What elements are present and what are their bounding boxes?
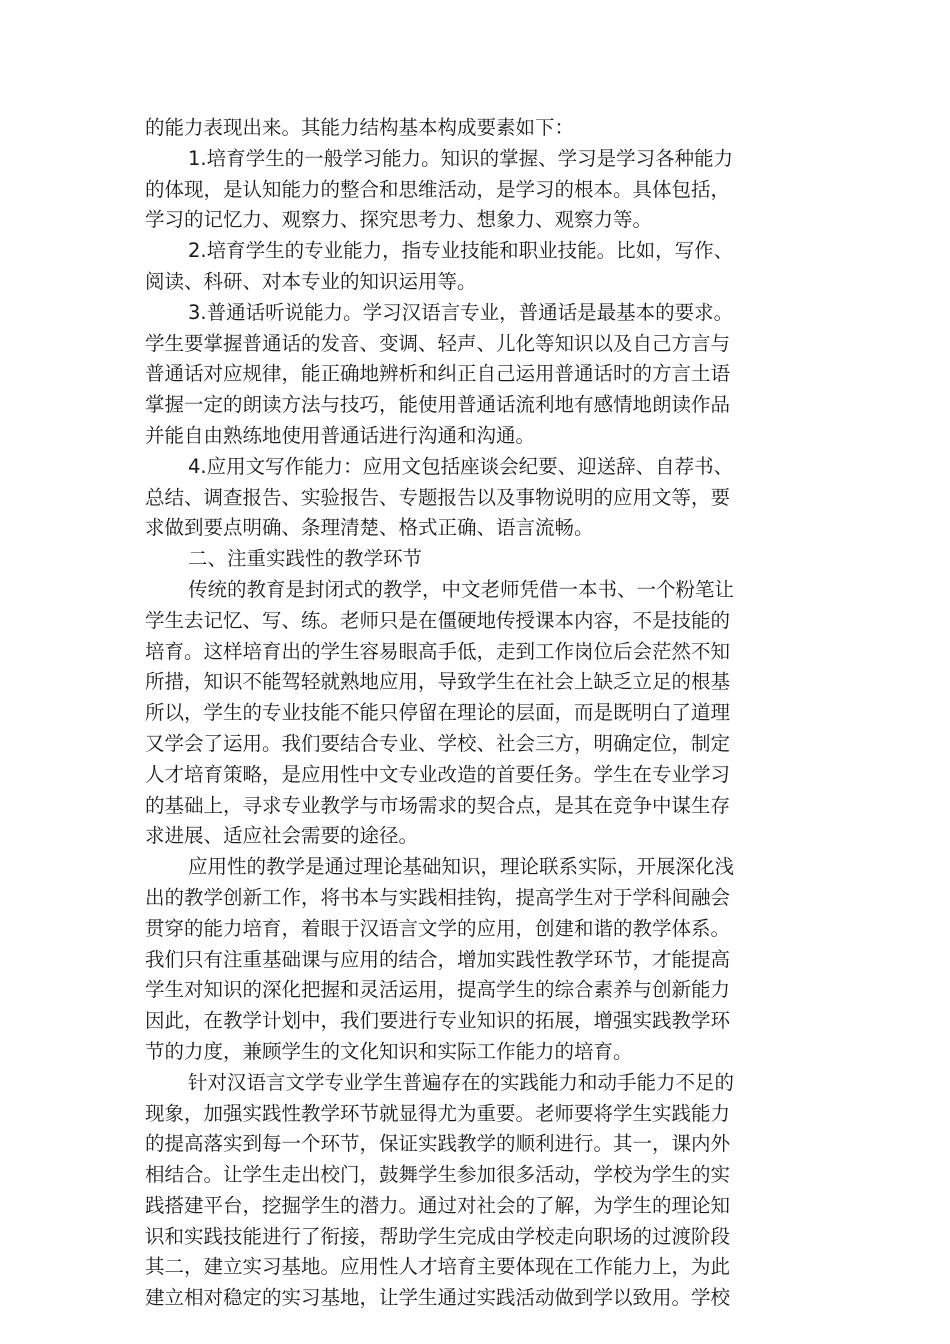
text-line: 我们只有注重基础课与应用的结合，增加实践性教学环节，才能提高 [145, 947, 731, 971]
text-line: 求进展、适应社会需要的途径。 [145, 824, 419, 848]
text-line: 贯穿的能力培育，着眼于汉语言文学的应用，创建和谐的教学体系。 [145, 916, 731, 940]
text-line: 学习的记忆力、观察力、探究思考力、想象力、观察力等。 [145, 208, 653, 232]
text-line: 人才培育策略，是应用性中文专业改造的首要任务。学生在专业学习 [145, 762, 731, 786]
paragraph-first-line: 针对汉语言文学专业学生普遍存在的实践能力和动手能力不足的 [188, 1070, 735, 1094]
text-line: 其二，建立实习基地。应用性人才培育主要体现在工作能力上，为此 [145, 1255, 731, 1279]
text-line: 学生去记忆、写、练。老师只是在僵硬地传授课本内容，不是技能的 [145, 608, 731, 632]
text-line: 又学会了运用。我们要结合专业、学校、社会三方，明确定位，制定 [145, 731, 731, 755]
text-line: 所以，学生的专业技能不能只停留在理论的层面，而是既明白了道理 [145, 701, 731, 725]
text-line: 识和实践技能进行了衔接，帮助学生完成由学校走向职场的过渡阶段 [145, 1224, 731, 1248]
paragraph-first-line: 传统的教育是封闭式的教学，中文老师凭借一本书、一个粉笔让 [188, 577, 735, 601]
text-line: 并能自由熟练地使用普通话进行沟通和沟通。 [145, 423, 536, 447]
paragraph-first-line: 3.普通话听说能力。学习汉语言专业，普通话是最基本的要求。 [188, 300, 734, 324]
text-line: 出的教学创新工作，将书本与实践相挂钩，提高学生对于学科间融会 [145, 885, 731, 909]
text-line: 因此，在教学计划中，我们要进行专业知识的拓展，增强实践教学环 [145, 1009, 731, 1033]
text-line: 普通话对应规律，能正确地辨析和纠正自己运用普通话时的方言土语 [145, 362, 731, 386]
text-line: 总结、调查报告、实验报告、专题报告以及事物说明的应用文等，要 [145, 485, 731, 509]
text-line: 阅读、科研、对本专业的知识运用等。 [145, 269, 477, 293]
text-line: 的提高落实到每一个环节，保证实践教学的顺利进行。其一，课内外 [145, 1132, 731, 1156]
text-line: 学生对知识的深化把握和灵活运用，提高学生的综合素养与创新能力 [145, 978, 731, 1002]
text-line: 培育。这样培育出的学生容易眼高手低，走到工作岗位后会茫然不知 [145, 639, 731, 663]
paragraph-first-line: 应用性的教学是通过理论基础知识，理论联系实际，开展深化浅 [188, 855, 735, 879]
text-line: 建立相对稳定的实习基地，让学生通过实践活动做到学以致用。学校 [145, 1286, 731, 1310]
paragraph-first-line: 4.应用文写作能力：应用文包括座谈会纪要、迎送辞、自荐书、 [188, 454, 734, 478]
text-line: 的基础上，寻求专业教学与市场需求的契合点，是其在竞争中谋生存 [145, 793, 731, 817]
text-line: 现象，加强实践性教学环节就显得尤为重要。老师要将学生实践能力 [145, 1101, 731, 1125]
document-body [145, 113, 810, 1314]
text-line: 求做到要点明确、条理清楚、格式正确、语言流畅。 [145, 516, 594, 540]
paragraph-first-line: 二、注重实践性的教学环节 [188, 547, 423, 571]
text-line: 的能力表现出来。其能力结构基本构成要素如下： [145, 116, 575, 139]
text-line: 相结合。让学生走出校门，鼓舞学生参加很多活动，学校为学生的实 [145, 1163, 731, 1187]
text-line: 节的力度，兼顾学生的文化知识和实际工作能力的培育。 [145, 1039, 633, 1063]
text-line: 践搭建平台，挖掘学生的潜力。通过对社会的了解，为学生的理论知 [145, 1193, 731, 1217]
text-line: 学生要掌握普通话的发音、变调、轻声、儿化等知识以及自己方言与 [145, 331, 731, 355]
paragraph-first-line: 1.培育学生的一般学习能力。知识的掌握、学习是学习各种能力 [188, 146, 734, 170]
text-line: 所措，知识不能驾轻就熟地应用，导致学生在社会上缺乏立足的根基 [145, 670, 731, 694]
paragraph-first-line: 2.培育学生的专业能力，指专业技能和职业技能。比如，写作、 [188, 239, 734, 263]
text-line: 掌握一定的朗读方法与技巧，能使用普通话流利地有感情地朗读作品 [145, 393, 731, 417]
text-line: 的体现，是认知能力的整合和思维活动，是学习的根本。具体包括， [145, 177, 731, 201]
